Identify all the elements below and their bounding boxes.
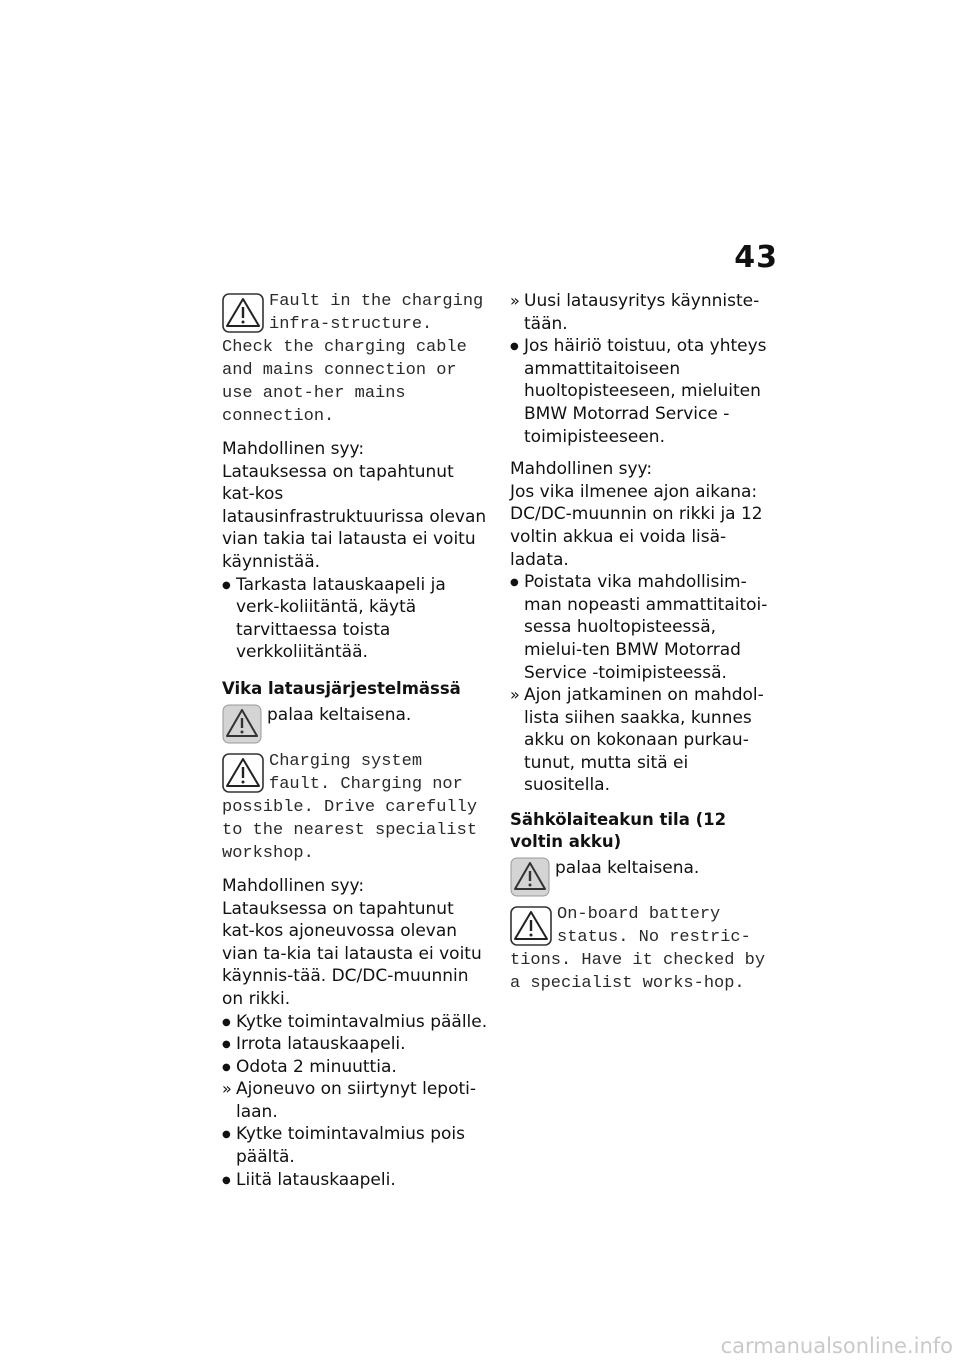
watermark-link[interactable]: carmanualsonline.info bbox=[720, 1334, 953, 1358]
list-item: ● Poistata vika mahdollisim-man nopeasti ammattitaitoi-sessa huoltopisteessä, mielui-ten BMW Motorrad Service -toimipisteessä. bbox=[510, 571, 778, 684]
list-item: » Uusi latausyritys käynniste-tään. bbox=[510, 290, 778, 335]
continued-steps-list bbox=[510, 290, 778, 448]
possible-cause-text: Latauksessa on tapahtunut kat-kos latausinfrastruktuurissa olevan vian takia tai latausta ei voitu käynnistää. bbox=[222, 461, 487, 572]
fault1-steps-list bbox=[222, 574, 490, 664]
indicator-text: palaa keltaisena. bbox=[555, 858, 700, 879]
fault-message-charging-infrastructure: Fault in the charging infra-structure. Check the charging cable and mains connection or use anot-her mains connection. bbox=[222, 292, 484, 426]
indicator-text: palaa keltaisena. bbox=[267, 704, 412, 725]
status-message-onboard-battery: On-board battery status. No restric-tions. Have it checked by a specialist works-hop. bbox=[510, 905, 766, 994]
possible-cause-label: Mahdollinen syy: bbox=[510, 459, 653, 480]
warning-triangle-filled-icon bbox=[510, 857, 550, 897]
list-item: ● Odota 2 minuuttia. bbox=[222, 1056, 490, 1079]
warning-triangle-filled-icon bbox=[222, 704, 262, 744]
list-item: ● Jos häiriö toistuu, ota yhteys ammattitaitoiseen huoltopisteeseen, mieluiten BMW Motorrad Service -toimipisteeseen. bbox=[510, 335, 778, 448]
fault-message-charging-system: Charging system fault. Charging nor possible. Drive carefully to the nearest specialist workshop. bbox=[222, 751, 478, 863]
possible-cause-label: Mahdollinen syy: bbox=[222, 439, 365, 459]
right-column bbox=[510, 290, 778, 995]
list-item: » Ajoneuvo on siirtynyt lepoti-laan. bbox=[222, 1078, 490, 1123]
fault-steps-list bbox=[510, 571, 778, 797]
list-item: » Ajon jatkaminen on mahdol-lista siihen saakka, kunnes akku on kokonaan purkau-tunut, mutta sitä ei suositella. bbox=[510, 684, 778, 797]
indicator-line bbox=[222, 700, 490, 744]
page-number: 43 bbox=[734, 240, 778, 275]
list-item: ● Kytke toimintavalmius pois päältä. bbox=[222, 1123, 490, 1168]
section-heading-battery-status: Sähkölaiteakun tila (12 voltin akku) bbox=[510, 810, 727, 852]
list-item: ● Irrota latauskaapeli. bbox=[222, 1033, 490, 1056]
warning-triangle-outline-icon bbox=[222, 293, 264, 333]
possible-cause-label: Mahdollinen syy: bbox=[222, 875, 365, 896]
possible-cause-text: Jos vika ilmenee ajon aikana: DC/DC-muunnin on rikki ja 12 voltin akkua ei voida lisä-ladata. bbox=[510, 481, 763, 570]
possible-cause-text: Latauksessa on tapahtunut kat-kos ajoneuvossa olevan vian ta-kia tai latausta ei voitu käynnis-tää. DC/DC-muunnin on rikki. bbox=[222, 898, 482, 1009]
section-heading-charging-system-fault: Vika latausjärjestelmässä bbox=[222, 678, 461, 698]
list-item: ● Kytke toimintavalmius päälle. bbox=[222, 1011, 490, 1034]
warning-triangle-outline-icon bbox=[222, 753, 264, 793]
list-item: ● Liitä latauskaapeli. bbox=[222, 1169, 490, 1192]
warning-triangle-outline-icon bbox=[510, 906, 552, 946]
fault2-steps-list bbox=[222, 1011, 490, 1192]
indicator-line bbox=[510, 853, 778, 897]
list-item: ● Tarkasta latauskaapeli ja verk-koliitäntä, käytä tarvittaessa toista verkkoliitäntää. bbox=[222, 574, 490, 664]
left-column bbox=[222, 290, 490, 1191]
